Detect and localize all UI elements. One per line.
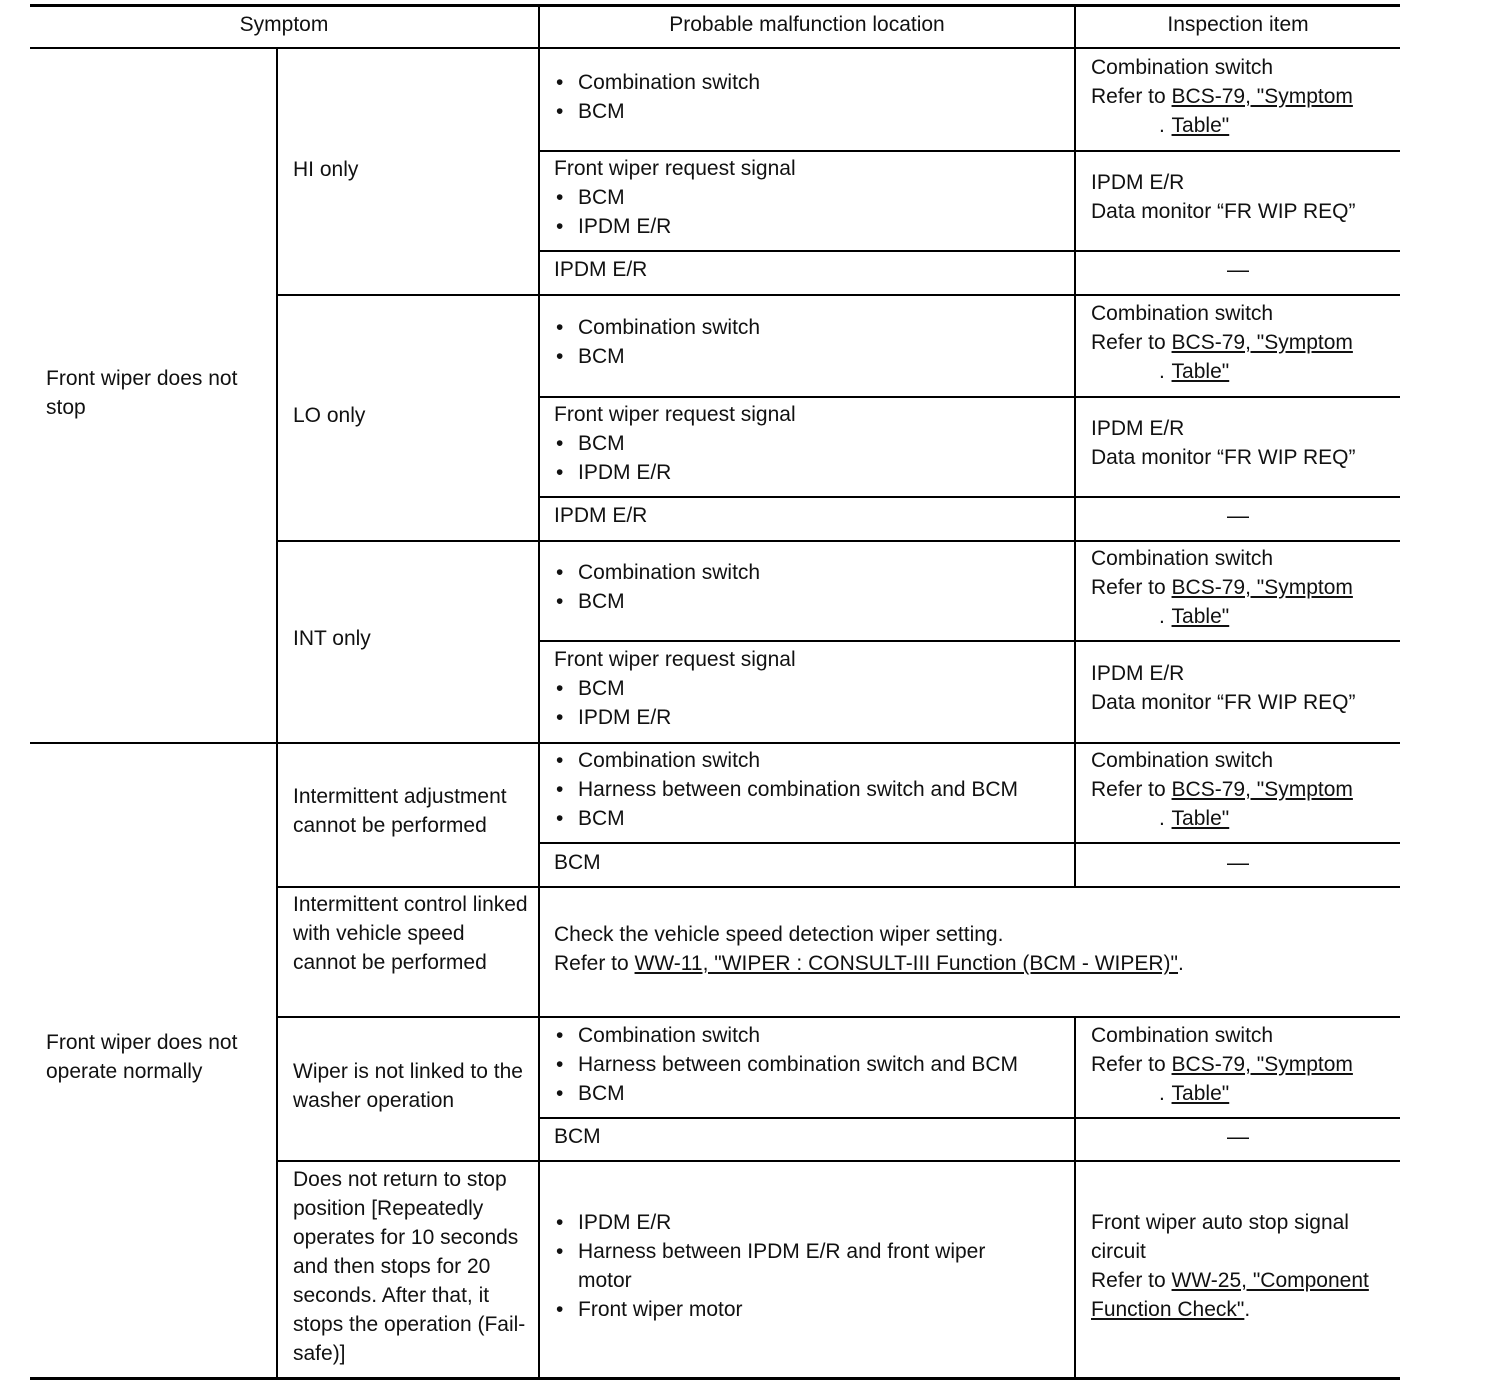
col-rule <box>1074 1016 1076 1378</box>
location-item: • Harness between combination switch and BCM <box>554 775 1018 804</box>
condition-cell <box>293 890 528 977</box>
inspection-prefix: Refer to <box>1091 1269 1172 1292</box>
location-item: • IPDM E/R <box>554 1208 1054 1237</box>
table-bottom-rule <box>30 1377 1400 1380</box>
row-rule <box>276 886 1400 888</box>
location-item: • BCM <box>554 1079 1018 1108</box>
inspection-cell <box>1091 53 1382 140</box>
location-item: • BCM <box>554 342 760 371</box>
header-inspection: Inspection item <box>1167 13 1309 36</box>
location-item: • BCM <box>554 674 796 703</box>
location-item: • Harness between combination switch and BCM <box>554 1050 1018 1079</box>
location-cell <box>554 313 760 371</box>
symptom-cell <box>46 1028 266 1086</box>
inspection-suffix: . <box>1159 605 1165 628</box>
merged-note-cell <box>554 920 1184 978</box>
location-item: • BCM <box>554 587 760 616</box>
inspection-line: Combination switch <box>1091 302 1274 325</box>
location-item: • Combination switch <box>554 68 760 97</box>
condition-cell <box>293 1057 528 1115</box>
location-item: • IPDM E/R <box>554 458 796 487</box>
location-title: Front wiper request signal <box>554 403 796 426</box>
col-rule <box>1074 6 1076 888</box>
row-rule <box>538 396 1400 398</box>
condition-text: Intermittent control linked with vehicle speed cannot be performed <box>293 893 528 974</box>
inspection-line: Front wiper auto stop signal circuit <box>1091 1211 1349 1263</box>
inspection-dash: — <box>1227 850 1249 875</box>
condition-text: Intermittent adjustment cannot be performed <box>293 785 507 837</box>
inspection-prefix: Refer to <box>1091 778 1172 801</box>
inspection-line: Combination switch <box>1091 547 1274 570</box>
inspection-prefix: Refer to <box>1091 331 1172 354</box>
inspection-line: Data monitor “FR WIP REQ” <box>1091 691 1356 714</box>
merged-note: Check the vehicle speed detection wiper setting. <box>554 923 1004 946</box>
row-rule <box>538 250 1400 252</box>
reference-link[interactable]: BCS-79, "Symptom Table" <box>1171 576 1353 628</box>
location-item: • Combination switch <box>554 313 760 342</box>
location-cell <box>554 645 796 732</box>
inspection-suffix: . <box>1244 1298 1251 1321</box>
inspection-suffix: . <box>1159 807 1165 830</box>
location-item: • Combination switch <box>554 558 760 587</box>
inspection-cell <box>1091 414 1356 472</box>
inspection-suffix: . <box>1159 360 1165 383</box>
location-cell: BCM <box>554 851 601 874</box>
condition-cell: INT only <box>293 627 371 650</box>
inspection-dash: — <box>1227 1124 1249 1149</box>
inspection-cell <box>1091 168 1356 226</box>
reference-link[interactable]: WW-25, "Component Function Check" <box>1091 1269 1369 1321</box>
condition-cell: LO only <box>293 404 366 427</box>
reference-link[interactable]: BCS-79, "Symptom Table" <box>1171 331 1353 383</box>
symptom-text: Front wiper does not operate normally <box>46 1031 238 1083</box>
reference-link[interactable]: BCS-79, "Symptom Table" <box>1171 778 1353 830</box>
row-rule <box>276 1016 1400 1018</box>
symptom-cell <box>46 364 266 422</box>
condition-cell <box>293 782 533 840</box>
inspection-cell <box>1091 299 1382 386</box>
inspection-line: Combination switch <box>1091 749 1274 772</box>
location-item: • BCM <box>554 183 796 212</box>
condition-cell: HI only <box>293 158 359 181</box>
inspection-cell <box>1091 659 1356 717</box>
merged-suffix: . <box>1178 952 1184 975</box>
inspection-line: Data monitor “FR WIP REQ” <box>1091 200 1356 223</box>
location-cell <box>554 1208 1054 1324</box>
row-rule <box>276 540 1400 542</box>
location-cell <box>554 746 1018 833</box>
row-rule <box>538 842 1400 844</box>
inspection-prefix: Refer to <box>1091 85 1172 108</box>
col-rule <box>276 48 278 1378</box>
inspection-line: Combination switch <box>1091 56 1274 79</box>
inspection-dash: — <box>1227 257 1249 282</box>
location-title: Front wiper request signal <box>554 648 796 671</box>
table-top-rule <box>30 4 1400 7</box>
location-cell <box>554 400 796 487</box>
inspection-cell <box>1091 544 1382 631</box>
location-cell <box>554 1021 1018 1108</box>
reference-link[interactable]: BCS-79, "Symptom Table" <box>1171 1053 1353 1105</box>
location-item: • BCM <box>554 97 760 126</box>
reference-link[interactable]: BCS-79, "Symptom Table" <box>1171 85 1353 137</box>
location-item: • Combination switch <box>554 746 1018 775</box>
location-item: • BCM <box>554 429 796 458</box>
condition-text: Wiper is not linked to the washer operation <box>293 1060 523 1112</box>
reference-link[interactable]: WW-11, "WIPER : CONSULT-III Function (BCM - WIPER)" <box>634 952 1179 975</box>
location-cell: IPDM E/R <box>554 504 648 527</box>
inspection-prefix: Refer to <box>1091 576 1172 599</box>
location-item: • Front wiper motor <box>554 1295 1054 1324</box>
location-cell: BCM <box>554 1125 601 1148</box>
symptom-text: Front wiper does not stop <box>46 367 238 419</box>
header-symptom: Symptom <box>239 13 329 36</box>
row-rule <box>538 150 1400 152</box>
row-rule <box>538 640 1400 642</box>
row-rule <box>276 294 1400 296</box>
condition-text: Does not return to stop position [Repeatedly operates for 10 seconds and then stops for 20 seconds. After that, it stops the operation (Fail-safe)] <box>293 1168 526 1365</box>
location-title: Front wiper request signal <box>554 157 796 180</box>
inspection-cell <box>1091 1208 1391 1324</box>
row-rule <box>538 496 1400 498</box>
merged-prefix: Refer to <box>554 952 635 975</box>
inspection-cell <box>1091 746 1382 833</box>
inspection-line: IPDM E/R <box>1091 171 1185 194</box>
inspection-dash: — <box>1227 503 1249 528</box>
header-bottom-rule <box>30 47 1400 49</box>
location-item: • IPDM E/R <box>554 703 796 732</box>
location-item: • Harness between IPDM E/R and front wiper motor <box>554 1237 1018 1295</box>
condition-cell <box>293 1165 529 1368</box>
inspection-line: Combination switch <box>1091 1024 1274 1047</box>
col-rule <box>538 6 540 1378</box>
inspection-line: Data monitor “FR WIP REQ” <box>1091 446 1356 469</box>
inspection-cell <box>1091 1021 1382 1108</box>
inspection-line: IPDM E/R <box>1091 662 1185 685</box>
location-item: • Combination switch <box>554 1021 1018 1050</box>
group-rule <box>30 742 1400 744</box>
location-cell <box>554 68 760 126</box>
inspection-suffix: . <box>1159 114 1165 137</box>
location-cell: IPDM E/R <box>554 258 648 281</box>
inspection-prefix: Refer to <box>1091 1053 1172 1076</box>
location-cell <box>554 558 760 616</box>
location-item: • BCM <box>554 804 1018 833</box>
row-rule <box>538 1117 1400 1119</box>
inspection-line: IPDM E/R <box>1091 417 1185 440</box>
location-cell <box>554 154 796 241</box>
inspection-suffix: . <box>1159 1082 1165 1105</box>
header-location: Probable malfunction location <box>669 13 945 36</box>
location-item: • IPDM E/R <box>554 212 796 241</box>
row-rule <box>276 1160 1400 1162</box>
